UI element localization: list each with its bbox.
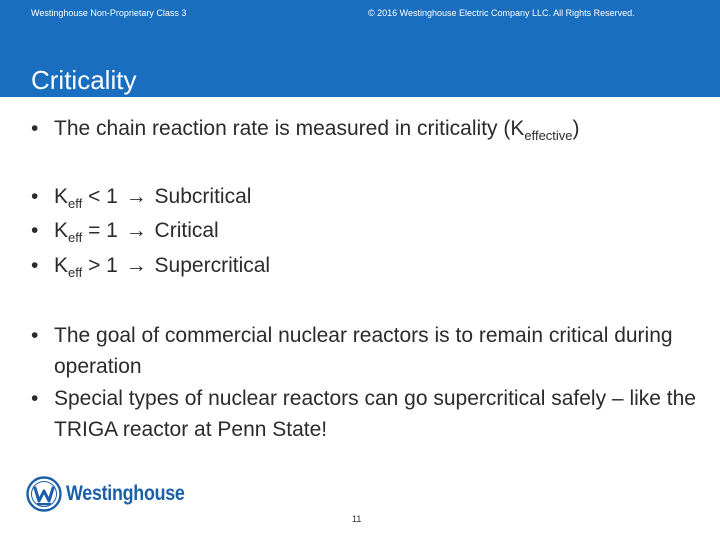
relation: = 1	[88, 219, 118, 242]
bullet-special	[31, 383, 701, 445]
bullet-dot: •	[31, 185, 39, 208]
arrow-right-icon: →	[125, 219, 147, 242]
k-symbol: K	[54, 219, 69, 242]
bullet-supercritical	[31, 250, 701, 281]
subscript-effective: effective	[524, 128, 573, 143]
bullet-dot: •	[31, 387, 39, 410]
bullet-dot: •	[31, 324, 39, 347]
logo-wordmark: Westinghouse	[66, 482, 185, 505]
arrow-right-icon: →	[125, 185, 147, 208]
bullet-intro	[31, 113, 701, 144]
westinghouse-circle-w-icon	[26, 476, 62, 512]
subscript-eff: eff	[68, 196, 83, 211]
bullet-dot: •	[31, 117, 39, 140]
bullet-dot: •	[31, 254, 39, 277]
k-symbol: K	[54, 254, 69, 277]
closing-paren: )	[572, 117, 580, 140]
subscript-eff: eff	[68, 230, 83, 245]
page-number: 11	[352, 514, 362, 524]
bullet-subcritical	[31, 181, 701, 212]
header-bar	[0, 0, 720, 97]
bullet-goal-text: The goal of commercial nuclear reactors is to remain critical during operation	[54, 324, 673, 378]
westinghouse-logo	[26, 476, 206, 512]
bullet-critical	[31, 215, 701, 246]
copyright-notice: © 2016 Westinghouse Electric Company LLC. All Rights Reserved.	[368, 8, 635, 18]
bullet-dot: •	[31, 219, 39, 242]
subscript-eff: eff	[68, 265, 83, 280]
bullet-goal	[31, 320, 701, 382]
condition-result: Supercritical	[154, 254, 271, 277]
condition-result: Critical	[154, 219, 219, 242]
bullet-intro-text: The chain reaction rate is measured in criticality (K	[54, 117, 525, 140]
k-symbol: K	[54, 185, 69, 208]
arrow-right-icon: →	[125, 254, 147, 277]
condition-result: Subcritical	[154, 185, 252, 208]
slide-title: Criticality	[31, 65, 137, 95]
bullet-special-text: Special types of nuclear reactors can go supercritical safely – like the TRIGA reactor at Penn State!	[54, 387, 696, 441]
relation: < 1	[88, 185, 118, 208]
classification-label: Westinghouse Non-Proprietary Class 3	[31, 8, 187, 18]
relation: > 1	[88, 254, 118, 277]
